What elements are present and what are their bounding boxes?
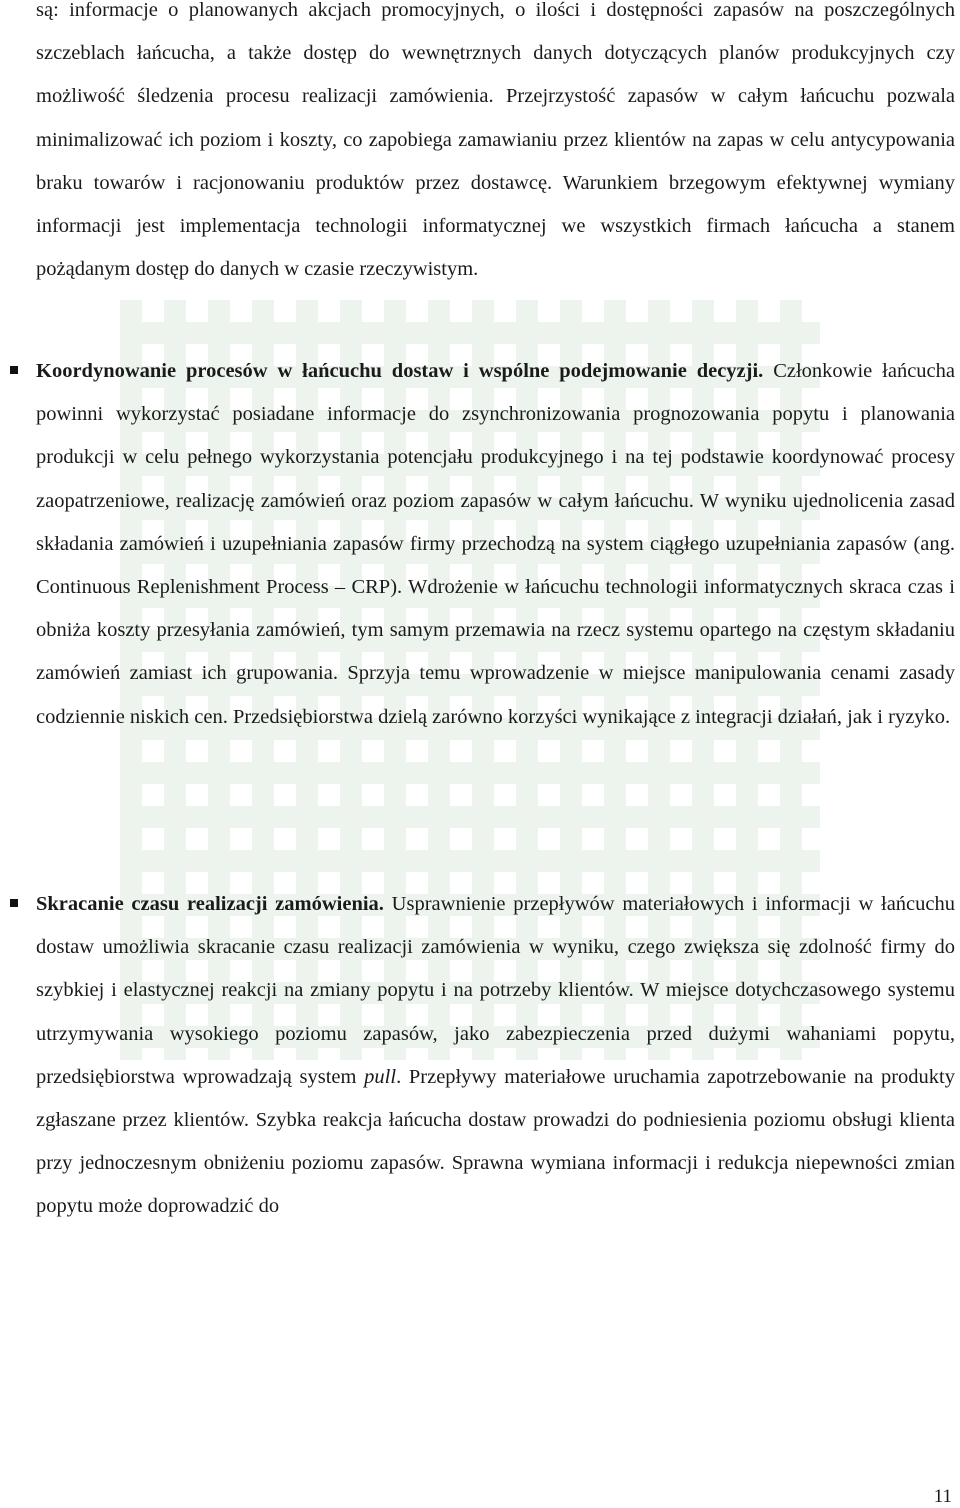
- bullet-body-continued: . Przepływy materiałowe uruchamia zapotrzebowanie na produkty zgłaszane przez klientów. Szybka reakcja łańcucha dostaw prowadzi do podniesienia poziomu obsługi klienta przy jednoczesnym obniżeniu poziomu zapasów. Sprawna wymiana informacji i redukcja niepewności zmian popytu może doprowadzić do: [36, 1065, 955, 1218]
- bullet-heading: Koordynowanie procesów w łańcuchu dostaw i wspólne podejmowanie decyzji.: [36, 360, 764, 382]
- bullet-body: Członkowie łańcucha powinni wykorzystać posiadane informacje do zsynchronizowania prognozowania popytu i planowania produkcji w celu pełnego wykorzystania potencjału produkcyjnego i na tej podstawie koordynować procesy zaopatrzeniowe, realizację zamówień oraz poziom zapasów w całym łańcuchu. W wyniku ujednolicenia zasad składania zamówień i uzupełniania zapasów firmy przechodzą na system ciągłego uzupełniania zapasów (ang. Continuous Replenishment Process – CRP). Wdrożenie w łańcuchu technologii informatycznych skraca czas i obniża koszty przesyłania zamówień, tym samym przemawia na rzecz systemu opartego na częstym składaniu zamówień zamiast ich grupowania. Sprzyja temu wprowadzenie w miejsce manipulowania cenami zasady codziennie niskich cen. Przedsiębiorstwa dzielą zarówno korzyści wynikające z integracji działań, jak i ryzyko.: [36, 360, 955, 728]
- square-bullet-icon: [10, 899, 18, 907]
- page-number: 11: [933, 1486, 952, 1507]
- square-bullet-icon: [10, 366, 18, 374]
- bullet-body: Usprawnienie przepływów materiałowych i informacji w łańcuchu dostaw umożliwia skracanie czasu realizacji zamówienia w wyniku, czego zwiększa się zdolność firmy do szybkiej i elastycznej reakcji na zmiany popytu i na potrzeby klientów. W miejsce dotychczasowego systemu utrzymywania wysokiego poziomu zapasów, jako zabezpieczenia przed dużymi wahaniami popytu, przedsiębiorstwa wprowadzają system: [36, 893, 955, 1088]
- intro-paragraph: są: informacje o planowanych akcjach promocyjnych, o ilości i dostępności zapasów na poszczególnych szczeblach łańcucha, a także dostęp do wewnętrznych danych dotyczących planów produkcyjnych czy możliwość śledzenia procesu realizacji zamówienia. Przejrzystość zapasów w całym łańcuchu pozwala minimalizować ich poziom i koszty, co zapobiega zamawianiu przez klientów na zapas w celu antycypowania braku towarów i racjonowaniu produktów przez dostawcę. Warunkiem brzegowym efektywnej wymiany informacji jest implementacja technologii informatycznej we wszystkich firmach łańcucha a stanem pożądanym dostęp do danych w czasie rzeczywistym.: [36, 0, 955, 281]
- bullet-paragraph: [36, 883, 955, 1229]
- italic-term: pull: [364, 1065, 397, 1088]
- bullet-heading: Skracanie czasu realizacji zamówienia.: [36, 893, 384, 915]
- bullet-paragraph: [36, 350, 955, 739]
